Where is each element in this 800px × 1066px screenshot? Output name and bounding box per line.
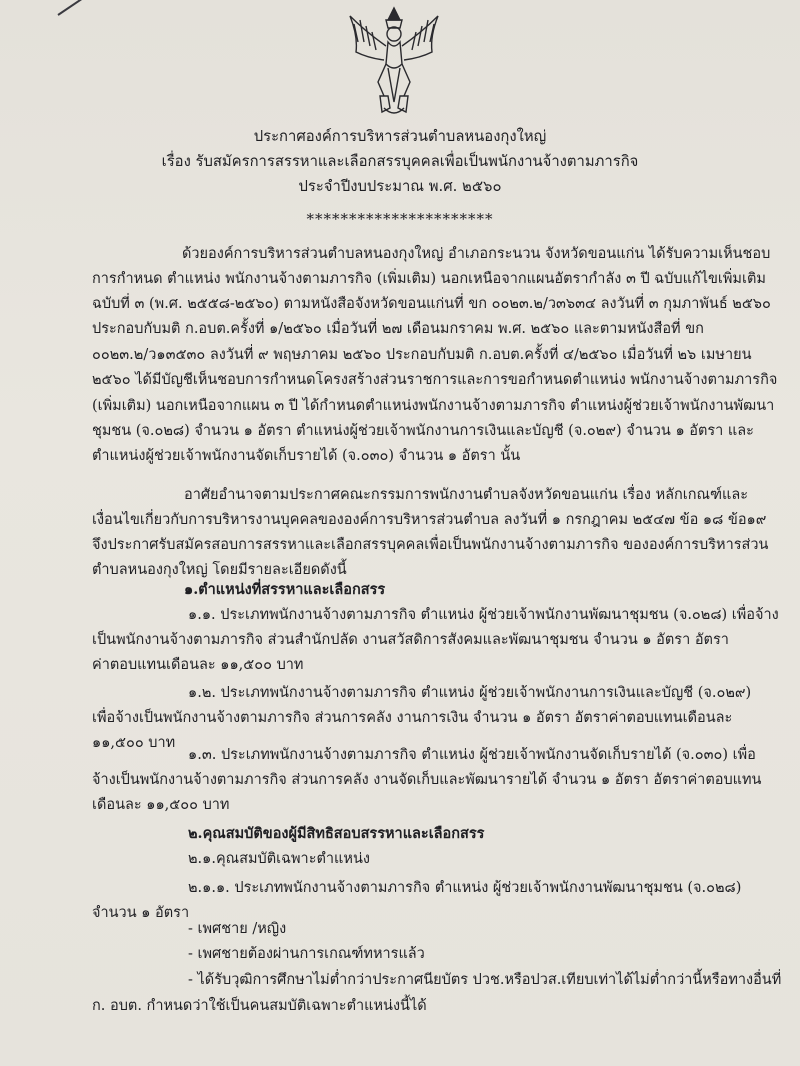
fiscal-year-line: ประจำปีงบประมาณ พ.ศ. ๒๕๖๐ — [298, 177, 502, 195]
paragraph-line: เงื่อนไขเกี่ยวกับการบริหารงานบุคคลขององค์การบริหารส่วนตำบล ลงวันที่ ๑ กรกฎาคม ๒๕๔๗ ข้อ ๑๘ ข้อ๑๙ — [92, 512, 767, 528]
paragraph-line: อาศัยอำนาจตามประกาศคณะกรรมการพนักงานตำบลจังหวัดขอนแก่น เรื่อง หลักเกณฑ์และ — [184, 487, 749, 503]
clause-line: ๒.๑.๑. ประเภทพนักงานจ้างตามภารกิจ ตำแหน่ง ผู้ช่วยเจ้าพนักงานพัฒนาชุมชน (จ.๐๒๘) — [188, 880, 742, 896]
clause-line: ๑.๓. ประเภทพนักงานจ้างตามภารกิจ ตำแหน่ง ผู้ช่วยเจ้าพนักงานจัดเก็บรายได้ (จ.๐๓๐) เพื่อ — [188, 747, 756, 763]
clause-line: ก. อบต. กำหนดว่าใช้เป็นคนสมบัติเฉพาะตำแหน่งนี้ได้ — [92, 998, 427, 1014]
paragraph-line: ชุมชน (จ.๐๒๘) จำนวน ๑ อัตรา ตำแหน่งผู้ช่วยเจ้าพนักงานการเงินและบัญชี (จ.๐๒๙) จำนวน ๑ อัตรา และ — [92, 423, 754, 439]
clause-line: ค่าตอบแทนเดือนละ ๑๑,๕๐๐ บาท — [92, 657, 304, 673]
paragraph-line: ประกอบกับมติ ก.อบต.ครั้งที่ ๑/๒๕๖๐ เมื่อวันที่ ๒๗ เดือนมกราคม พ.ศ. ๒๕๖๐ และตามหนังสือที่ ขก — [92, 321, 704, 337]
subsection-heading: ๒.๑.คุณสมบัติเฉพาะตำแหน่ง — [188, 851, 370, 867]
list-item: - ได้รับวุฒิการศึกษาไม่ต่ำกว่าประกาศนียบัตร ปวช.หรือปวส.เทียบเท่าได้ไม่ต่ำกว่านี้หรือทางอื่นที่ — [188, 972, 782, 988]
paragraph-line: ๐๐๒๓.๒/ว๑๓๕๓๐ ลงวันที่ ๙ พฤษภาคม ๒๕๖๐ ประกอบกับมติ ก.อบต.ครั้งที่ ๔/๒๕๖๐ เมื่อวันที่ ๒๖ เมษายน — [92, 347, 752, 363]
clause-line: ๑.๒. ประเภทพนักงานจ้างตามภารกิจ ตำแหน่ง ผู้ช่วยเจ้าพนักงานการเงินและบัญชี (จ.๐๒๙) — [188, 685, 752, 701]
separator: ********************** — [306, 210, 494, 228]
paragraph-line: ตำบลหนองกุงใหญ่ โดยมีรายละเอียดดังนี้ — [92, 562, 347, 578]
clause-line: เป็นพนักงานจ้างตามภารกิจ ส่วนสำนักปลัด งานสวัสดิการสังคมและพัฒนาชุมชน จำนวน ๑ อัตรา อัตรา — [92, 632, 729, 648]
clause-line: เพื่อจ้างเป็นพนักงานจ้างตามภารกิจ ส่วนการคลัง งานการเงิน จำนวน ๑ อัตรา อัตราค่าตอบแทนเดือนละ — [92, 710, 733, 726]
clause-line: เดือนละ ๑๑,๕๐๐ บาท — [92, 797, 230, 813]
paragraph-line: ด้วยองค์การบริหารส่วนตำบลหนองกุงใหญ่ อำเภอกระนวน จังหวัดขอนแก่น ได้รับความเห็นชอบ — [182, 246, 771, 262]
clause-line: ๑๑,๕๐๐ บาท — [92, 735, 176, 751]
announcement-title: ประกาศองค์การบริหารส่วนตำบลหนองกุงใหญ่ — [253, 127, 547, 145]
clause-line: จ้างเป็นพนักงานจ้างตามภารกิจ ส่วนการคลัง งานจัดเก็บและพัฒนารายได้ จำนวน ๑ อัตรา อัตราค่าตอบแทน — [92, 772, 762, 788]
paragraph-line: ฉบับที่ ๓ (พ.ศ. ๒๕๕๘-๒๕๖๐) ตามหนังสือจังหวัดขอนแก่นที่ ขก ๐๐๒๓.๒/ว๓๖๓๔ ลงวันที่ ๓ กุมภาพันธ์ ๒๕๖๐ — [92, 296, 771, 312]
section-heading: ๒.คุณสมบัติของผู้มีสิทธิสอบสรรหาและเลือกสรร — [188, 825, 485, 842]
pen-stroke-mark — [57, 0, 88, 16]
list-item: - เพศชายต้องผ่านการเกณฑ์ทหารแล้ว — [188, 946, 425, 962]
clause-line: จำนวน ๑ อัตรา — [92, 905, 190, 921]
paragraph-line: (เพิ่มเติม) นอกเหนือจากแผน ๓ ปี ได้กำหนดตำแหน่งพนักงานจ้างตามภารกิจ ตำแหน่งผู้ช่วยเจ้าพนักงานพัฒนา — [92, 398, 775, 414]
paragraph-line: จึงประกาศรับสมัครสอบการสรรหาและเลือกสรรบุคคลเพื่อเป็นพนักงานจ้างตามภารกิจ ขององค์การบริหารส่วน — [92, 537, 769, 553]
paragraph-line: ๒๕๖๐ ได้มีบัญชีเห็นชอบการกำหนดโครงสร้างส่วนราชการและการขอกำหนดตำแหน่ง พนักงานจ้างตามภารกิจ — [92, 372, 778, 388]
garuda-emblem-icon — [338, 2, 450, 118]
list-item: - เพศชาย /หญิง — [188, 921, 287, 937]
clause-line: ๑.๑. ประเภทพนักงานจ้างตามภารกิจ ตำแหน่ง ผู้ช่วยเจ้าพนักงานพัฒนาชุมชน (จ.๐๒๘) เพื่อจ้าง — [188, 607, 779, 623]
section-heading: ๑.ตำแหน่งที่สรรหาและเลือกสรร — [184, 581, 386, 598]
subject-line: เรื่อง รับสมัครการสรรหาและเลือกสรรบุคคลเพื่อเป็นพนักงานจ้างตามภารกิจ — [161, 152, 639, 170]
paragraph-line: ตำแหน่งผู้ช่วยเจ้าพนักงานจัดเก็บรายได้ (จ.๐๓๐) จำนวน ๑ อัตรา นั้น — [92, 448, 521, 464]
paragraph-line: การกำหนด ตำแหน่ง พนักงานจ้างตามภารกิจ (เพิ่มเติม) นอกเหนือจากแผนอัตรากำลัง ๓ ปี ฉบับแก้ไขเพิ่มเติม — [92, 271, 766, 287]
